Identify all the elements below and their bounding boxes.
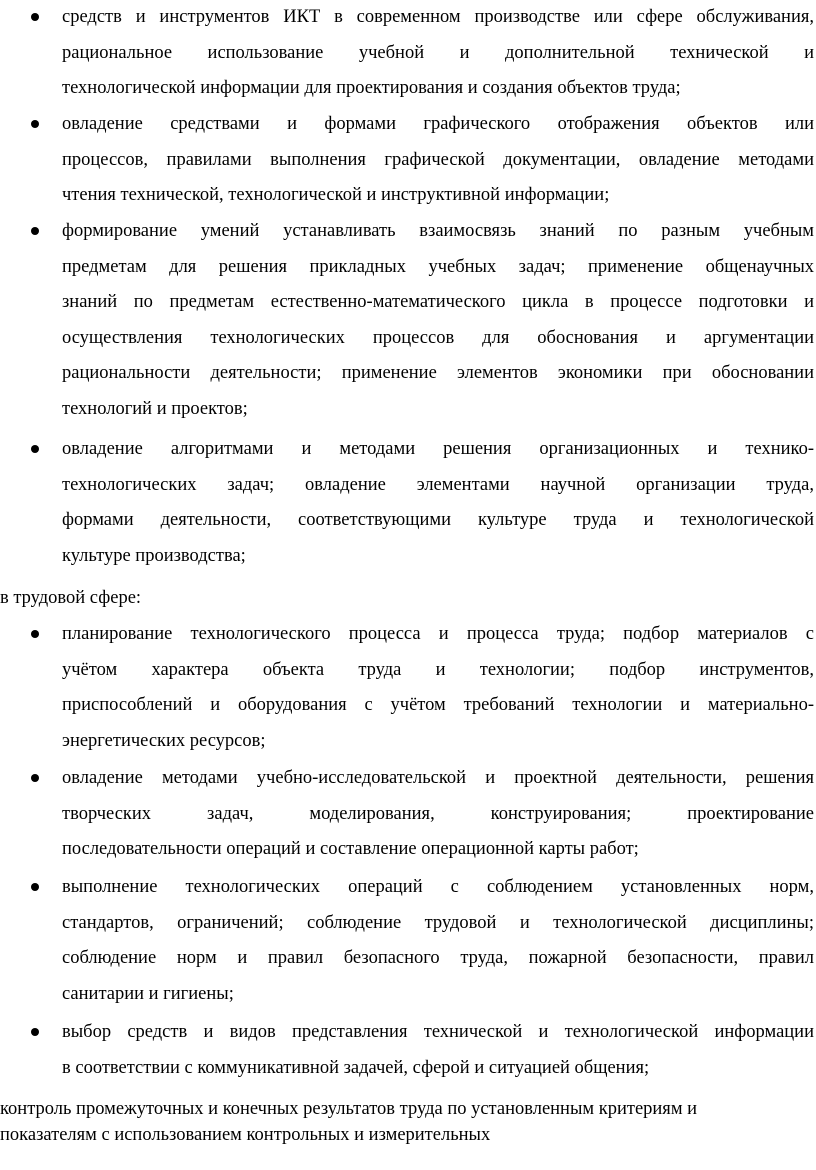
section-label: в трудовой сфере: — [0, 588, 142, 608]
list-item-line: овладение методами учебно-исследовательской и проектной деятельности, решения — [62, 768, 814, 788]
list-item-line: энергетических ресурсов; — [62, 730, 266, 751]
list-item-line: овладение алгоритмами и методами решения организационных и технико- — [62, 439, 814, 459]
bullet-icon — [30, 761, 42, 797]
list-item-line: средств и инструментов ИКТ в современном производстве или сфере обслуживания, — [62, 7, 814, 27]
list-item — [62, 870, 814, 1012]
list-item-line: культуре производства; — [62, 545, 246, 566]
list-item-line: технологической информации для проектирования и создания объектов труда; — [62, 78, 681, 99]
list-item-line: знаний по предметам естественно-математического цикла в процессе подготовки и — [62, 292, 814, 313]
list-item-line: формами деятельности, соответствующими культуре труда и технологической — [62, 510, 814, 531]
bullet-icon — [30, 214, 42, 250]
list-item-line: выполнение технологических операций с соблюдением установленных норм, — [62, 877, 814, 897]
list-item — [62, 1015, 814, 1086]
list-item — [62, 617, 814, 759]
list-item-line: стандартов, ограничений; соблюдение трудовой и технологической дисциплины; — [62, 912, 814, 933]
list-item — [62, 214, 814, 428]
list-item-line: процессов, правилами выполнения графической документации, овладение методами — [62, 149, 814, 170]
list-item-line: формирование умений устанавливать взаимосвязь знаний по разным учебным — [62, 221, 814, 241]
list-item — [62, 0, 814, 107]
bullet-icon — [30, 1015, 42, 1051]
list-item — [62, 432, 814, 574]
list-item-line: в соответствии с коммуникативной задачей, сферой и ситуацией общения; — [62, 1057, 650, 1078]
bullet-icon — [30, 870, 42, 906]
list-item-line: технологий и проектов; — [62, 398, 248, 419]
paragraph-line: контроль промежуточных и конечных результатов труда по установленным критериям и — [0, 1099, 698, 1119]
list-item-line: технологических задач; овладение элементами научной организации труда, — [62, 474, 814, 495]
list-item-line: овладение средствами и формами графического отображения объектов или — [62, 114, 814, 134]
list-item-line: приспособлений и оборудования с учётом требований технологии и материально- — [62, 695, 814, 716]
closing-paragraph — [0, 1096, 816, 1148]
list-item-line: соблюдение норм и правил безопасного труда, пожарной безопасности, правил — [62, 948, 814, 969]
list-item-line: чтения технической, технологической и инструктивной информации; — [62, 185, 610, 206]
bullet-icon — [30, 0, 42, 36]
list-item-line: осуществления технологических процессов для обоснования и аргументации — [62, 327, 814, 348]
bullet-icon — [30, 432, 42, 468]
bullet-icon — [30, 617, 42, 653]
list-item-line: санитарии и гигиены; — [62, 983, 234, 1004]
list-item-line: творческих задач, моделирования, конструирования; проектирование — [62, 803, 814, 824]
list-item — [62, 107, 814, 214]
bullet-icon — [30, 107, 42, 143]
list-item-line: предметам для решения прикладных учебных задач; применение общенаучных — [62, 256, 814, 277]
paragraph-line: показателям с использованием контрольных и измерительных — [0, 1125, 491, 1145]
list-item-line: последовательности операций и составление операционной карты работ; — [62, 839, 639, 860]
list-item-line: планирование технологического процесса и процесса труда; подбор материалов с — [62, 624, 814, 644]
list-item-line: выбор средств и видов представления технической и технологической информации — [62, 1022, 814, 1042]
list-item-line: учётом характера объекта труда и технологии; подбор инструментов, — [62, 659, 814, 680]
list-item-line: рациональное использование учебной и дополнительной технической и — [62, 42, 814, 63]
list-item-line: рациональности деятельности; применение элементов экономики при обосновании — [62, 363, 814, 384]
list-item — [62, 761, 814, 868]
